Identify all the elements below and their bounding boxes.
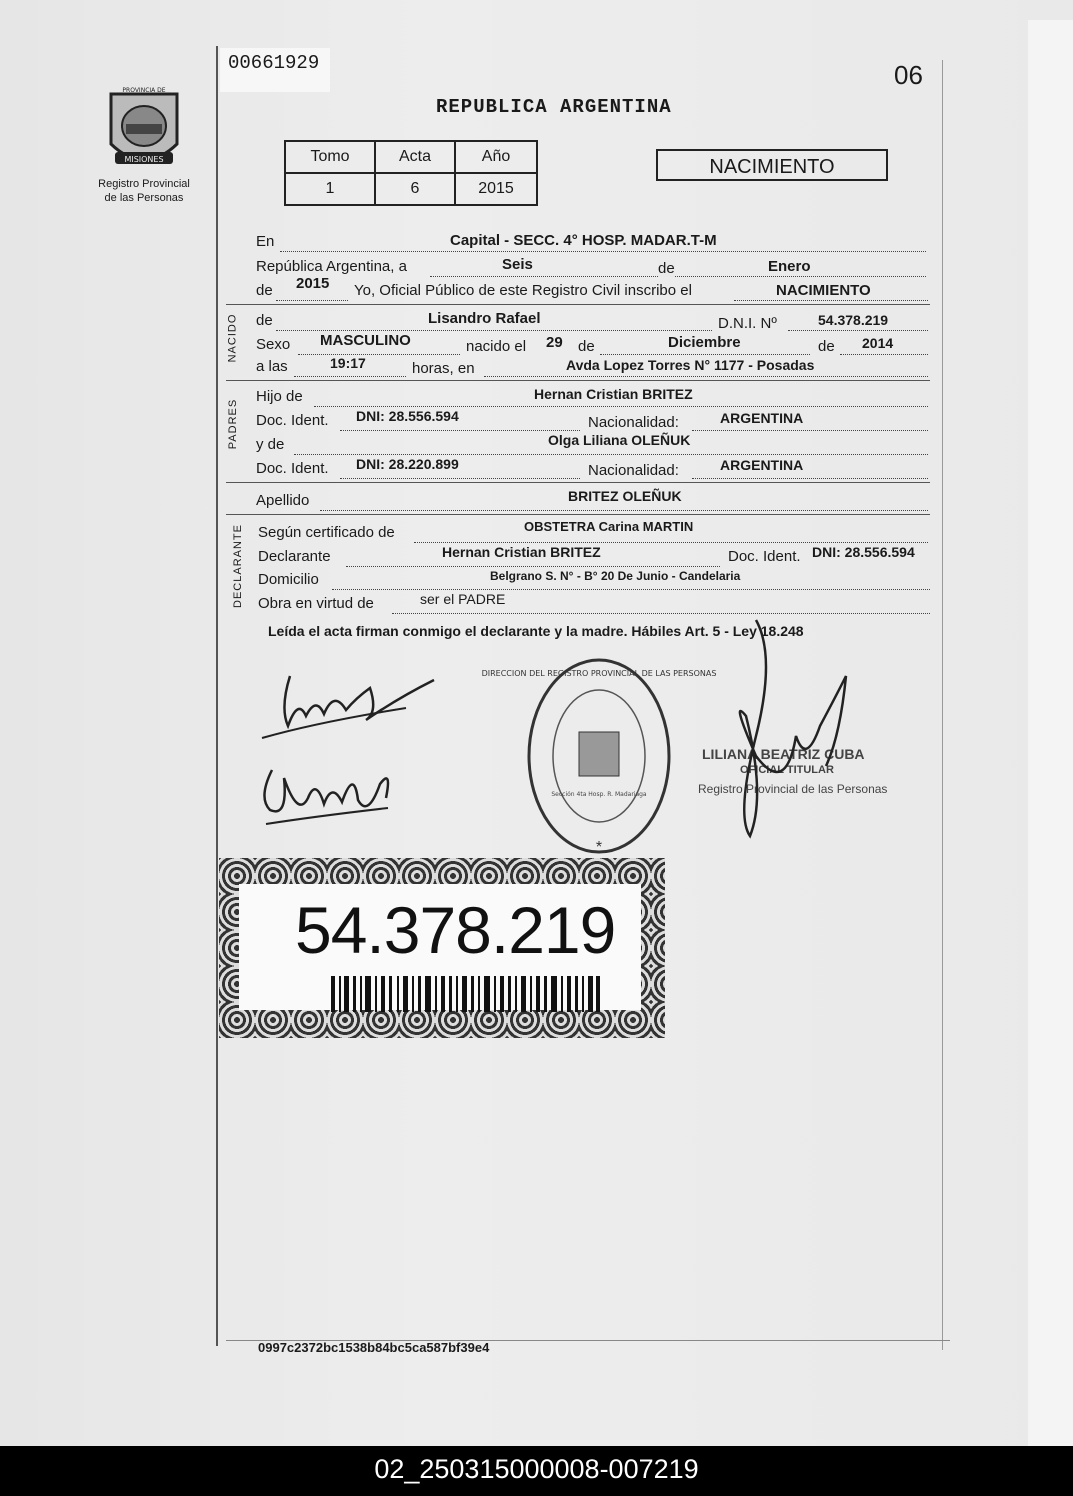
de-label: de — [256, 312, 273, 329]
coat-of-arms-icon — [101, 84, 187, 176]
sexo-label: Sexo — [256, 336, 291, 353]
doc-label: Doc. Ident. — [256, 460, 329, 477]
de-label: de — [578, 338, 595, 355]
mother-name: Olga Liliana OLEÑUK — [548, 432, 691, 448]
father-doc: DNI: 28.556.594 — [356, 408, 459, 424]
day-value: Seis — [502, 256, 533, 273]
mother-doc: DNI: 28.220.899 — [356, 456, 459, 472]
acta-header: Acta — [375, 141, 455, 173]
child-dni: 54.378.219 — [818, 312, 889, 328]
svg-text:PROVINCIA DE: PROVINCIA DE — [122, 87, 166, 94]
dni-label: D.N.I. Nº — [718, 315, 777, 332]
place-value: Capital - SECC. 4° HOSP. MADAR.T-M — [450, 232, 717, 249]
record-table — [284, 140, 538, 206]
section-divider — [226, 304, 930, 305]
declarante-section-label: DECLARANTE — [231, 524, 244, 608]
certificado-label: Según certificado de — [258, 524, 395, 541]
footer-id-bar: 02_250315000008-007219 — [0, 1446, 1073, 1496]
apellido-label: Apellido — [256, 492, 310, 509]
month-value: Enero — [768, 258, 811, 275]
document-hash: 0997c2372bc1538b84bc5ca587bf39e4 — [258, 1340, 490, 1355]
obra-label: Obra en virtud de — [258, 595, 374, 612]
sexo-value: MASCULINO — [320, 332, 411, 349]
declarante-doc: DNI: 28.556.594 — [812, 544, 915, 560]
mother-nationality: ARGENTINA — [720, 457, 804, 473]
birth-month: Diciembre — [668, 334, 741, 351]
declarant-signature — [258, 668, 438, 748]
oficial-text: Yo, Oficial Público de este Registro Civil inscribo el — [354, 282, 692, 299]
serial-number: 00661929 — [220, 48, 330, 92]
domicile-value: Belgrano S. N° - B° 20 De Junio - Candelaria — [490, 569, 741, 583]
father-name: Hernan Cristian BRITEZ — [534, 386, 693, 402]
child-name: Lisandro Rafael — [428, 310, 541, 327]
declarante-label: Declarante — [258, 548, 331, 565]
left-margin-rule — [216, 46, 218, 1346]
svg-text:Sección 4ta Hosp. R. Madariaga: Sección 4ta Hosp. R. Madariaga — [551, 791, 647, 798]
virtue-value: ser el PADRE — [420, 591, 506, 607]
svg-text:*: * — [595, 839, 603, 856]
a-las-label: a las — [256, 358, 288, 375]
barcode-label — [239, 884, 641, 1010]
barcode-sticker — [219, 858, 665, 1038]
page-number: 06 — [894, 60, 923, 90]
event-value: NACIMIENTO — [776, 282, 871, 299]
barcode-number: 54.378.219 — [295, 893, 616, 967]
doc-label: Doc. Ident. — [728, 548, 801, 565]
birth-day: 29 — [546, 334, 563, 351]
de-label: de — [658, 260, 675, 277]
nacido-el-label: nacido el — [466, 338, 527, 355]
anio-header: Año — [455, 141, 537, 173]
certificate-value: OBSTETRA Carina MARTIN — [524, 519, 694, 534]
barcode-bars — [331, 976, 601, 1012]
de-label: de — [256, 282, 273, 299]
logo-caption-1: Registro Provincial — [98, 178, 190, 190]
province-logo — [92, 84, 196, 204]
domicilio-label: Domicilio — [258, 571, 319, 588]
section-divider — [226, 514, 930, 515]
svg-text:MISIONES: MISIONES — [124, 155, 164, 164]
official-office: Registro Provincial de las Personas — [698, 782, 888, 796]
tomo-value: 1 — [285, 173, 375, 205]
official-name: LILIANA BEATRIZ CUBA — [702, 746, 865, 762]
section-divider — [226, 482, 930, 483]
en-label: En — [256, 233, 275, 250]
page-edge — [1028, 20, 1073, 1446]
section-divider — [226, 380, 930, 381]
hijo-de-label: Hijo de — [256, 388, 303, 405]
father-nationality: ARGENTINA — [720, 410, 804, 426]
svg-text:DIRECCION DEL REGISTRO PROVINC: DIRECCION DEL REGISTRO PROVINCIAL DE LAS PERSONAS — [481, 669, 717, 678]
birth-place: Avda Lopez Torres N° 1177 - Posadas — [566, 357, 815, 373]
de-label: de — [818, 338, 835, 355]
official-seal — [481, 656, 717, 860]
nacido-section-label: NACIDO — [226, 313, 239, 363]
official-title: OFICIAL TITULAR — [740, 764, 834, 776]
acta-value: 6 — [375, 173, 455, 205]
apellido-value: BRITEZ OLEÑUK — [568, 488, 682, 504]
year-value: 2015 — [296, 275, 330, 292]
right-margin-rule — [942, 60, 943, 1350]
country-title: REPUBLICA ARGENTINA — [436, 96, 672, 118]
tomo-header: Tomo — [285, 141, 375, 173]
closing-statement: Leída el acta firman conmigo el declarante y la madre. Hábiles Art. 5 - Ley 18.248 — [268, 623, 804, 639]
declarante-name: Hernan Cristian BRITEZ — [442, 544, 601, 560]
mother-signature — [258, 758, 398, 838]
y-de-label: y de — [256, 436, 285, 453]
padres-section-label: PADRES — [227, 398, 240, 450]
nacionalidad-label: Nacionalidad: — [588, 414, 679, 431]
official-signature — [716, 616, 856, 846]
republica-label: República Argentina, a — [256, 258, 407, 275]
anio-value: 2015 — [455, 173, 537, 205]
doc-label: Doc. Ident. — [256, 412, 329, 429]
horas-label: horas, en — [412, 360, 475, 377]
record-type-box: NACIMIENTO — [656, 149, 888, 181]
birth-time: 19:17 — [330, 355, 366, 371]
logo-caption-2: de las Personas — [104, 192, 184, 204]
nacionalidad-label: Nacionalidad: — [588, 462, 679, 479]
birth-year: 2014 — [862, 335, 894, 351]
